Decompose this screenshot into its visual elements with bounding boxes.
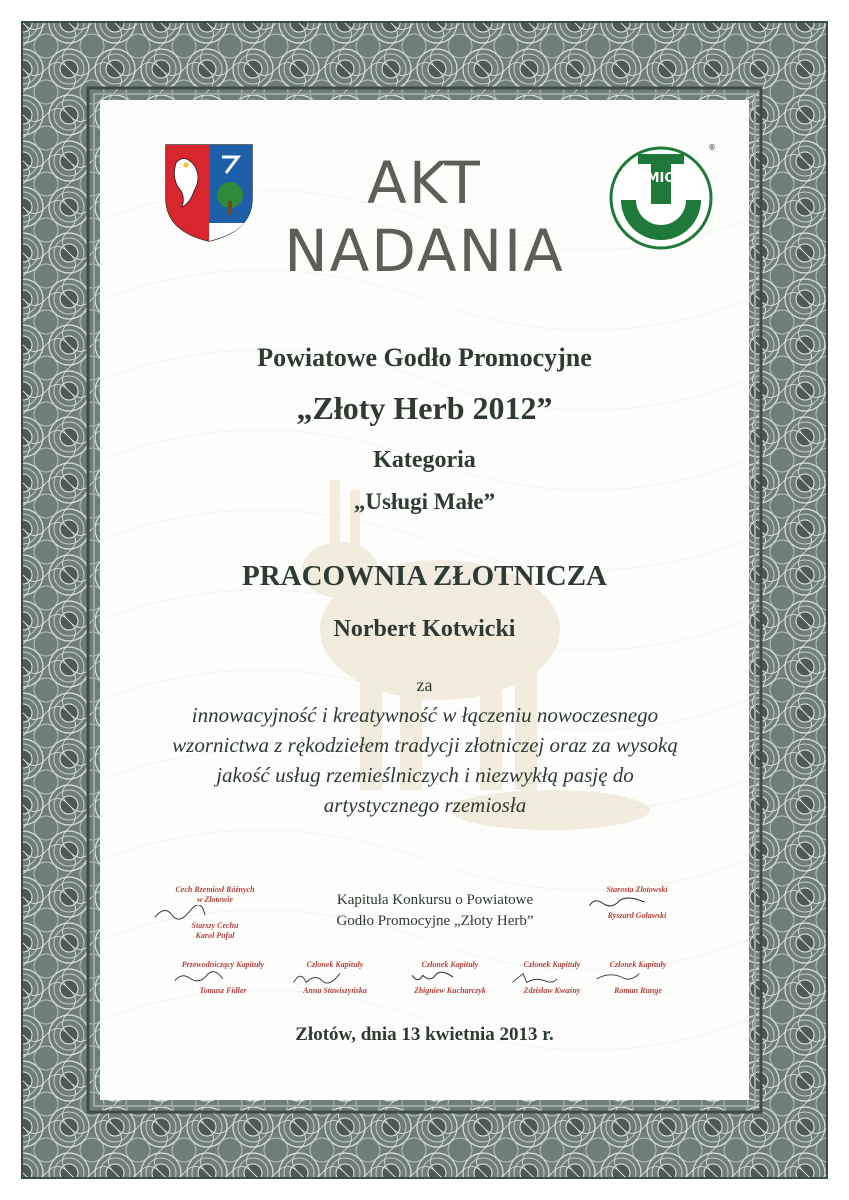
signature-cech-name: Karol Pufal (195, 931, 235, 940)
reason-line: artystycznego rzemiosła (323, 793, 527, 817)
signature-scribble (588, 970, 648, 986)
recipient-company: PRACOWNIA ZŁOTNICZA (242, 560, 607, 592)
signature-scribble (150, 905, 210, 921)
signature-cech (150, 885, 280, 941)
reason-line: wzornictwa z rękodziełem tradycji złotniczej oraz za wysoką (172, 733, 678, 757)
award-name: Powiatowe Godło Promocyjne (257, 343, 592, 372)
signature-scribble (285, 970, 345, 986)
signature-starosta (582, 885, 692, 921)
signature-starosta-role: Starosta Złotowski (606, 885, 668, 894)
signature-cech-org: Cech Rzemiosł Różnych (175, 885, 255, 894)
reason-connector: za (416, 675, 433, 695)
signature-role: Członek Kapituły (609, 960, 667, 969)
committee-line-2: Godło Promocyjne „Złoty Herb” (336, 913, 534, 929)
signature-scribble (502, 970, 562, 986)
signature-member-4 (588, 960, 688, 996)
signature-member-1 (285, 960, 385, 996)
signature-member-3 (502, 960, 602, 996)
signature-scribble (168, 970, 228, 986)
reason-line: jakość usług rzemieślniczych i niezwykłą pasję do (216, 763, 634, 787)
signature-role: Przewodniczący Kapituły (181, 960, 265, 969)
title-line-1: AKT (367, 149, 482, 217)
registered-mark: ® (708, 143, 716, 152)
issue-date: Złotów, dnia 13 kwietnia 2013 r. (295, 1024, 554, 1045)
rzemioslo-logo-text: RZEMIOSŁO (618, 171, 704, 186)
signature-scribble (400, 970, 460, 986)
signature-name: Roman Runge (614, 986, 662, 995)
category-label: Kategoria (373, 447, 476, 473)
signature-member-2 (400, 960, 500, 996)
title-line-2: NADANIA (284, 217, 565, 285)
award-edition: „Złoty Herb 2012” (296, 390, 553, 426)
recipient-person: Norbert Kotwicki (333, 616, 516, 642)
signature-role: Członek Kapituły (421, 960, 479, 969)
signature-role: Członek Kapituły (306, 960, 364, 969)
category-name: „Usługi Małe” (353, 489, 496, 514)
signature-cech-city: w Złotowie (197, 895, 233, 904)
signature-starosta-name: Ryszard Goławski (607, 911, 667, 920)
reason-text (160, 700, 690, 820)
signature-name: Zdzisław Kwaśny (523, 986, 581, 995)
signature-role: Członek Kapituły (523, 960, 581, 969)
signature-name: Zbigniew Kucharczyk (414, 986, 486, 995)
committee-line-1: Kapituła Konkursu o Powiatowe (336, 892, 534, 908)
signature-name: Anna Stawiszyńska (303, 986, 367, 995)
signature-scribble (582, 895, 652, 911)
committee-caption (290, 890, 580, 932)
signature-chair (168, 960, 278, 996)
signature-cech-role: Starszy Cechu (191, 921, 239, 930)
signature-name: Tomasz Fidler (199, 986, 247, 995)
reason-line: innowacyjność i kreatywność w łączeniu nowoczesnego (191, 703, 659, 727)
